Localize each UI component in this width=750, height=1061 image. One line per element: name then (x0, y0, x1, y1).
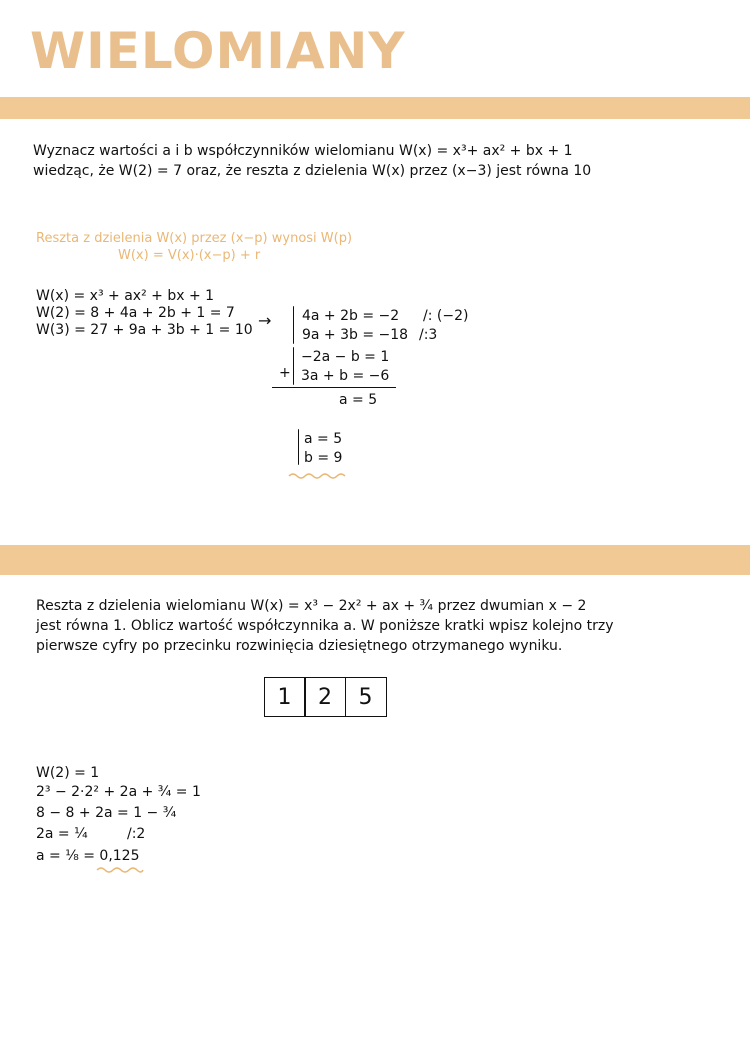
section-divider-middle (0, 545, 750, 575)
answer-digit-2: 2 (304, 677, 346, 717)
hint-remainder-theorem: Reszta z dzielenia W(x) przez (x−p) wynosi W(p) (36, 231, 353, 246)
system-brace (293, 306, 294, 344)
system-eq1: 4a + 2b = −2 (302, 308, 400, 324)
result-a: a = 5 (304, 431, 343, 447)
system-eq3: −2a − b = 1 (301, 349, 390, 365)
answer-digit-1: 1 (264, 677, 306, 717)
answer-boxes (265, 677, 387, 717)
plus-sign: + (279, 365, 291, 381)
equation-w2: W(2) = 8 + 4a + 2b + 1 = 7 (36, 305, 235, 321)
underline-squiggle (288, 472, 346, 480)
section-divider-top (0, 97, 750, 119)
step-1: W(2) = 1 (36, 765, 100, 781)
step-3: 8 − 8 + 2a = 1 − ¾ (36, 805, 177, 821)
result-brace (298, 429, 299, 465)
underline-squiggle-2 (96, 866, 144, 874)
sum-line (272, 387, 396, 388)
system-eq2-op: /:3 (419, 327, 438, 343)
system-eq2: 9a + 3b = −18 (302, 327, 409, 343)
result-b: b = 9 (304, 450, 343, 466)
hint-division-formula: W(x) = V(x)·(x−p) + r (118, 248, 261, 263)
equation-w3: W(3) = 27 + 9a + 3b + 1 = 10 (36, 322, 253, 338)
system-brace-2 (293, 347, 294, 385)
task2-line3: pierwsze cyfry po przecinku rozwinięcia dziesiętnego otrzymanego wyniku. (36, 638, 563, 654)
step-4: 2a = ¼ (36, 826, 88, 842)
arrow-icon: → (258, 311, 272, 330)
step-5: a = ⅛ = 0,125 (36, 848, 140, 864)
equation-wx: W(x) = x³ + ax² + bx + 1 (36, 288, 215, 304)
task2-line1: Reszta z dzielenia wielomianu W(x) = x³ − 2x² + ax + ¾ przez dwumian x − 2 (36, 598, 587, 614)
step-4-op: /:2 (127, 826, 146, 842)
system-eq1-op: /: (−2) (423, 308, 469, 324)
step-2: 2³ − 2·2² + 2a + ¾ = 1 (36, 784, 201, 800)
task1-line2: wiedząc, że W(2) = 7 oraz, że reszta z dzielenia W(x) przez (x−3) jest równa 10 (33, 163, 592, 179)
page-title: WIELOMIANY (30, 22, 406, 80)
task2-line2: jest równa 1. Oblicz wartość współczynnika a. W poniższe kratki wpisz kolejno trzy (36, 618, 614, 634)
answer-digit-3: 5 (345, 677, 387, 717)
task1-line1: Wyznacz wartości a i b współczynników wielomianu W(x) = x³+ ax² + bx + 1 (33, 143, 573, 159)
system-sum: a = 5 (339, 392, 378, 408)
system-eq4: 3a + b = −6 (301, 368, 390, 384)
